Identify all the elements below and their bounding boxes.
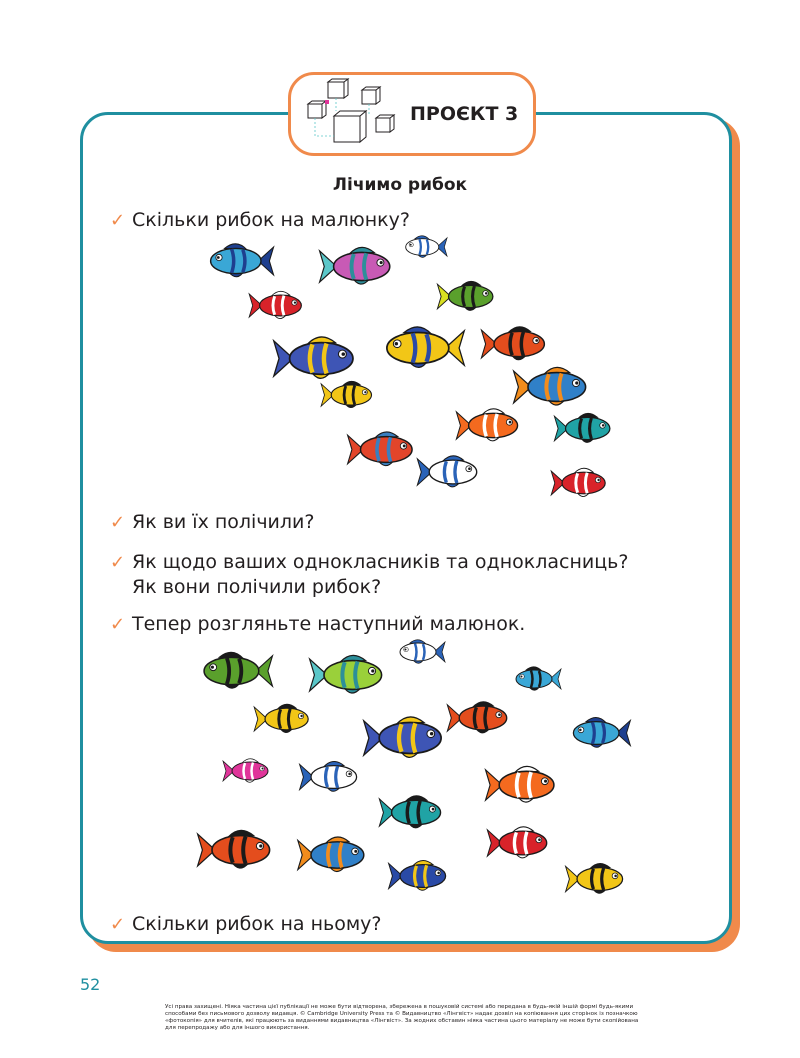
- fish-icon: [308, 651, 388, 703]
- fish-icon-drawing: [196, 826, 276, 874]
- fish-icon: [296, 833, 370, 881]
- fish-icon: [346, 428, 418, 475]
- fish-icon-drawing: [378, 792, 446, 833]
- fish-icon-drawing: [455, 405, 523, 446]
- fish-icon: [553, 410, 615, 451]
- fish-icon-drawing: [436, 278, 498, 315]
- fish-icon-drawing: [318, 243, 396, 290]
- fish-icon: [248, 288, 306, 327]
- fish-icon: [320, 378, 376, 416]
- activity-title: Лічимо рибок: [332, 175, 468, 195]
- fish-icon: [568, 714, 632, 756]
- fish-icon: [436, 278, 498, 319]
- fish-icon-drawing: [308, 651, 388, 699]
- checkmark-icon: ✓: [110, 552, 126, 573]
- fish-icon-drawing: [298, 758, 362, 796]
- fish-icon: [380, 322, 466, 378]
- fish-icon-drawing: [512, 664, 562, 694]
- checkmark-icon: ✓: [110, 614, 126, 635]
- cubes-icon: [300, 78, 405, 148]
- fish-icon: [378, 792, 446, 837]
- project-title: ПРОЄКТ 3: [410, 103, 519, 125]
- fish-icon: [512, 664, 562, 698]
- fish-icon: [396, 637, 446, 671]
- fish-icon-drawing: [402, 233, 448, 261]
- fish-icon: [446, 698, 512, 742]
- fish-icon-drawing: [512, 363, 592, 411]
- page-number: 52: [80, 975, 101, 994]
- fish-icon: [486, 823, 552, 867]
- fish-icon-drawing: [480, 323, 550, 365]
- fish-icon-drawing: [486, 823, 552, 863]
- fish-icon-drawing: [296, 833, 370, 877]
- question-2: ✓ Як ви їх полічили?: [110, 511, 315, 533]
- fish-icon: [253, 701, 313, 741]
- fish-icon-drawing: [553, 410, 615, 447]
- fish-icon-drawing: [362, 712, 448, 764]
- fish-icon-drawing: [396, 637, 446, 667]
- question-4: ✓ Тепер розгляньте наступний малюнок.: [110, 613, 526, 635]
- question-1: ✓ Скільки рибок на малюнку?: [110, 209, 410, 231]
- fish-icon-drawing: [222, 756, 272, 786]
- question-5: ✓ Скільки рибок на ньому?: [110, 913, 382, 935]
- fish-icon: [387, 857, 451, 899]
- fish-icon: [196, 826, 276, 878]
- checkmark-icon: ✓: [110, 210, 126, 231]
- fish-icon-drawing: [248, 288, 306, 323]
- fish-icon: [484, 762, 560, 812]
- fish-icon-drawing: [446, 698, 512, 738]
- fish-icon-drawing: [550, 465, 610, 501]
- fish-icon: [222, 756, 272, 790]
- checkmark-icon: ✓: [110, 512, 126, 533]
- fish-icon: [512, 363, 592, 415]
- fish-icon: [298, 758, 362, 800]
- fish-icon-drawing: [568, 714, 632, 752]
- fish-icon-drawing: [564, 860, 628, 898]
- fish-icon: [362, 712, 448, 768]
- fish-icon-drawing: [387, 857, 451, 895]
- fish-icon: [402, 233, 448, 265]
- fish-icon-drawing: [205, 240, 275, 282]
- fish-icon: [455, 405, 523, 450]
- fish-icon: [205, 240, 275, 286]
- copyright-notice: Усі права захищені. Ніяка частина цієї публікації не може бути відтворена, збережена в пошуковій системі або передана в будь-якій іншій формі будь-якими способами без письмового дозволу видавця. © Cambridge University Press та © Видавництво «Лінгвіст» надає дозвіл на копіювання цих сторінок із позначкою «фотокопія» для вчителів, які працюють за виданнями видавництва «Лінгвіст». За жодних обставин ніяка частина цього матеріалу не може бути скопійована для перепродажу або для іншого використання.: [165, 1004, 639, 1031]
- fish-icon: [198, 648, 274, 698]
- question-3: ✓ Як щодо ваших однокласників та однокласниць? Як вони полічили рибок?: [110, 551, 629, 598]
- fish-icon-drawing: [416, 452, 482, 492]
- fish-icon-drawing: [380, 322, 466, 374]
- fish-icon: [564, 860, 628, 902]
- fish-icon-drawing: [198, 648, 274, 694]
- fish-icon: [550, 465, 610, 505]
- checkmark-icon: ✓: [110, 914, 126, 935]
- fish-icon-drawing: [320, 378, 376, 412]
- fish-icon: [318, 243, 396, 294]
- fish-icon-drawing: [484, 762, 560, 808]
- fish-icon-drawing: [253, 701, 313, 737]
- fish-icon: [416, 452, 482, 496]
- fish-icon-drawing: [346, 428, 418, 471]
